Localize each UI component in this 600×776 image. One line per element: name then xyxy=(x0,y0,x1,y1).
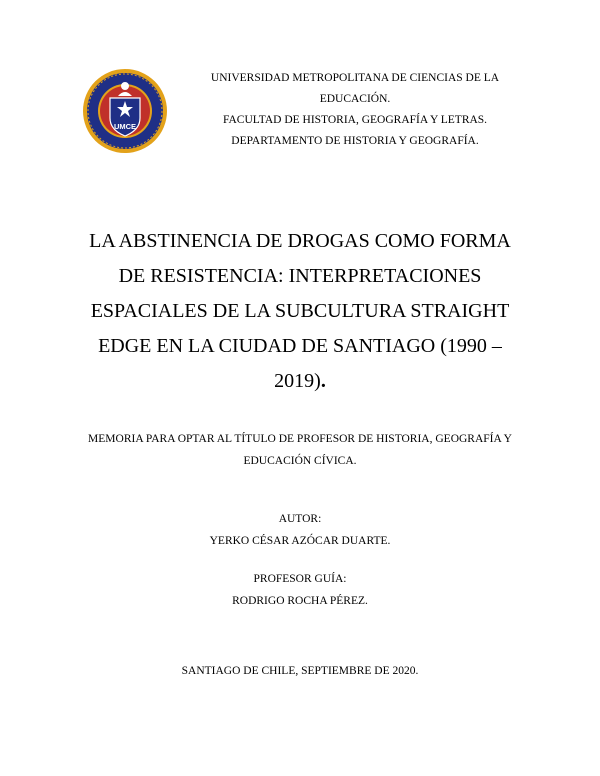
header-line: EDUCACIÓN. xyxy=(319,93,391,105)
title-line: ESPACIALES DE LA SUBCULTURA STRAIGHT xyxy=(90,300,510,322)
degree-line: EDUCACIÓN CÍVICA. xyxy=(243,455,357,467)
title-period: . xyxy=(320,370,326,392)
place-date-text: SANTIAGO DE CHILE, SEPTIEMBRE DE 2020. xyxy=(181,665,419,677)
advisor-name: RODRIGO ROCHA PÉREZ. xyxy=(232,595,368,607)
author-label: AUTOR: xyxy=(278,513,322,525)
institution-header xyxy=(190,68,520,152)
title-line: LA ABSTINENCIA DE DROGAS COMO FORMA xyxy=(89,230,511,252)
title-line: DE RESISTENCIA: INTERPRETACIONES xyxy=(118,265,482,287)
degree-line: MEMORIA PARA OPTAR AL TÍTULO DE PROFESOR DE HISTORIA, GEOGRAFÍA Y xyxy=(88,433,512,445)
degree-statement xyxy=(40,428,560,472)
header-line: UNIVERSIDAD METROPOLITANA DE CIENCIAS DE LA xyxy=(210,72,500,84)
header-line: FACULTAD DE HISTORIA, GEOGRAFÍA Y LETRAS. xyxy=(222,114,488,126)
title-line-text: 2019) xyxy=(274,370,321,392)
place-date xyxy=(100,660,500,682)
seal-text: UMCE xyxy=(113,122,137,131)
university-seal-logo xyxy=(82,68,168,154)
author-name: YERKO CÉSAR AZÓCAR DUARTE. xyxy=(209,535,391,547)
author-block xyxy=(100,508,500,552)
title-line: EDGE EN LA CIUDAD DE SANTIAGO (1990 – xyxy=(98,335,502,357)
title-line xyxy=(60,364,540,399)
advisor-block xyxy=(100,568,500,612)
thesis-title xyxy=(60,224,540,399)
advisor-label: PROFESOR GUÍA: xyxy=(253,573,347,585)
header-line: DEPARTAMENTO DE HISTORIA Y GEOGRAFÍA. xyxy=(231,135,479,147)
